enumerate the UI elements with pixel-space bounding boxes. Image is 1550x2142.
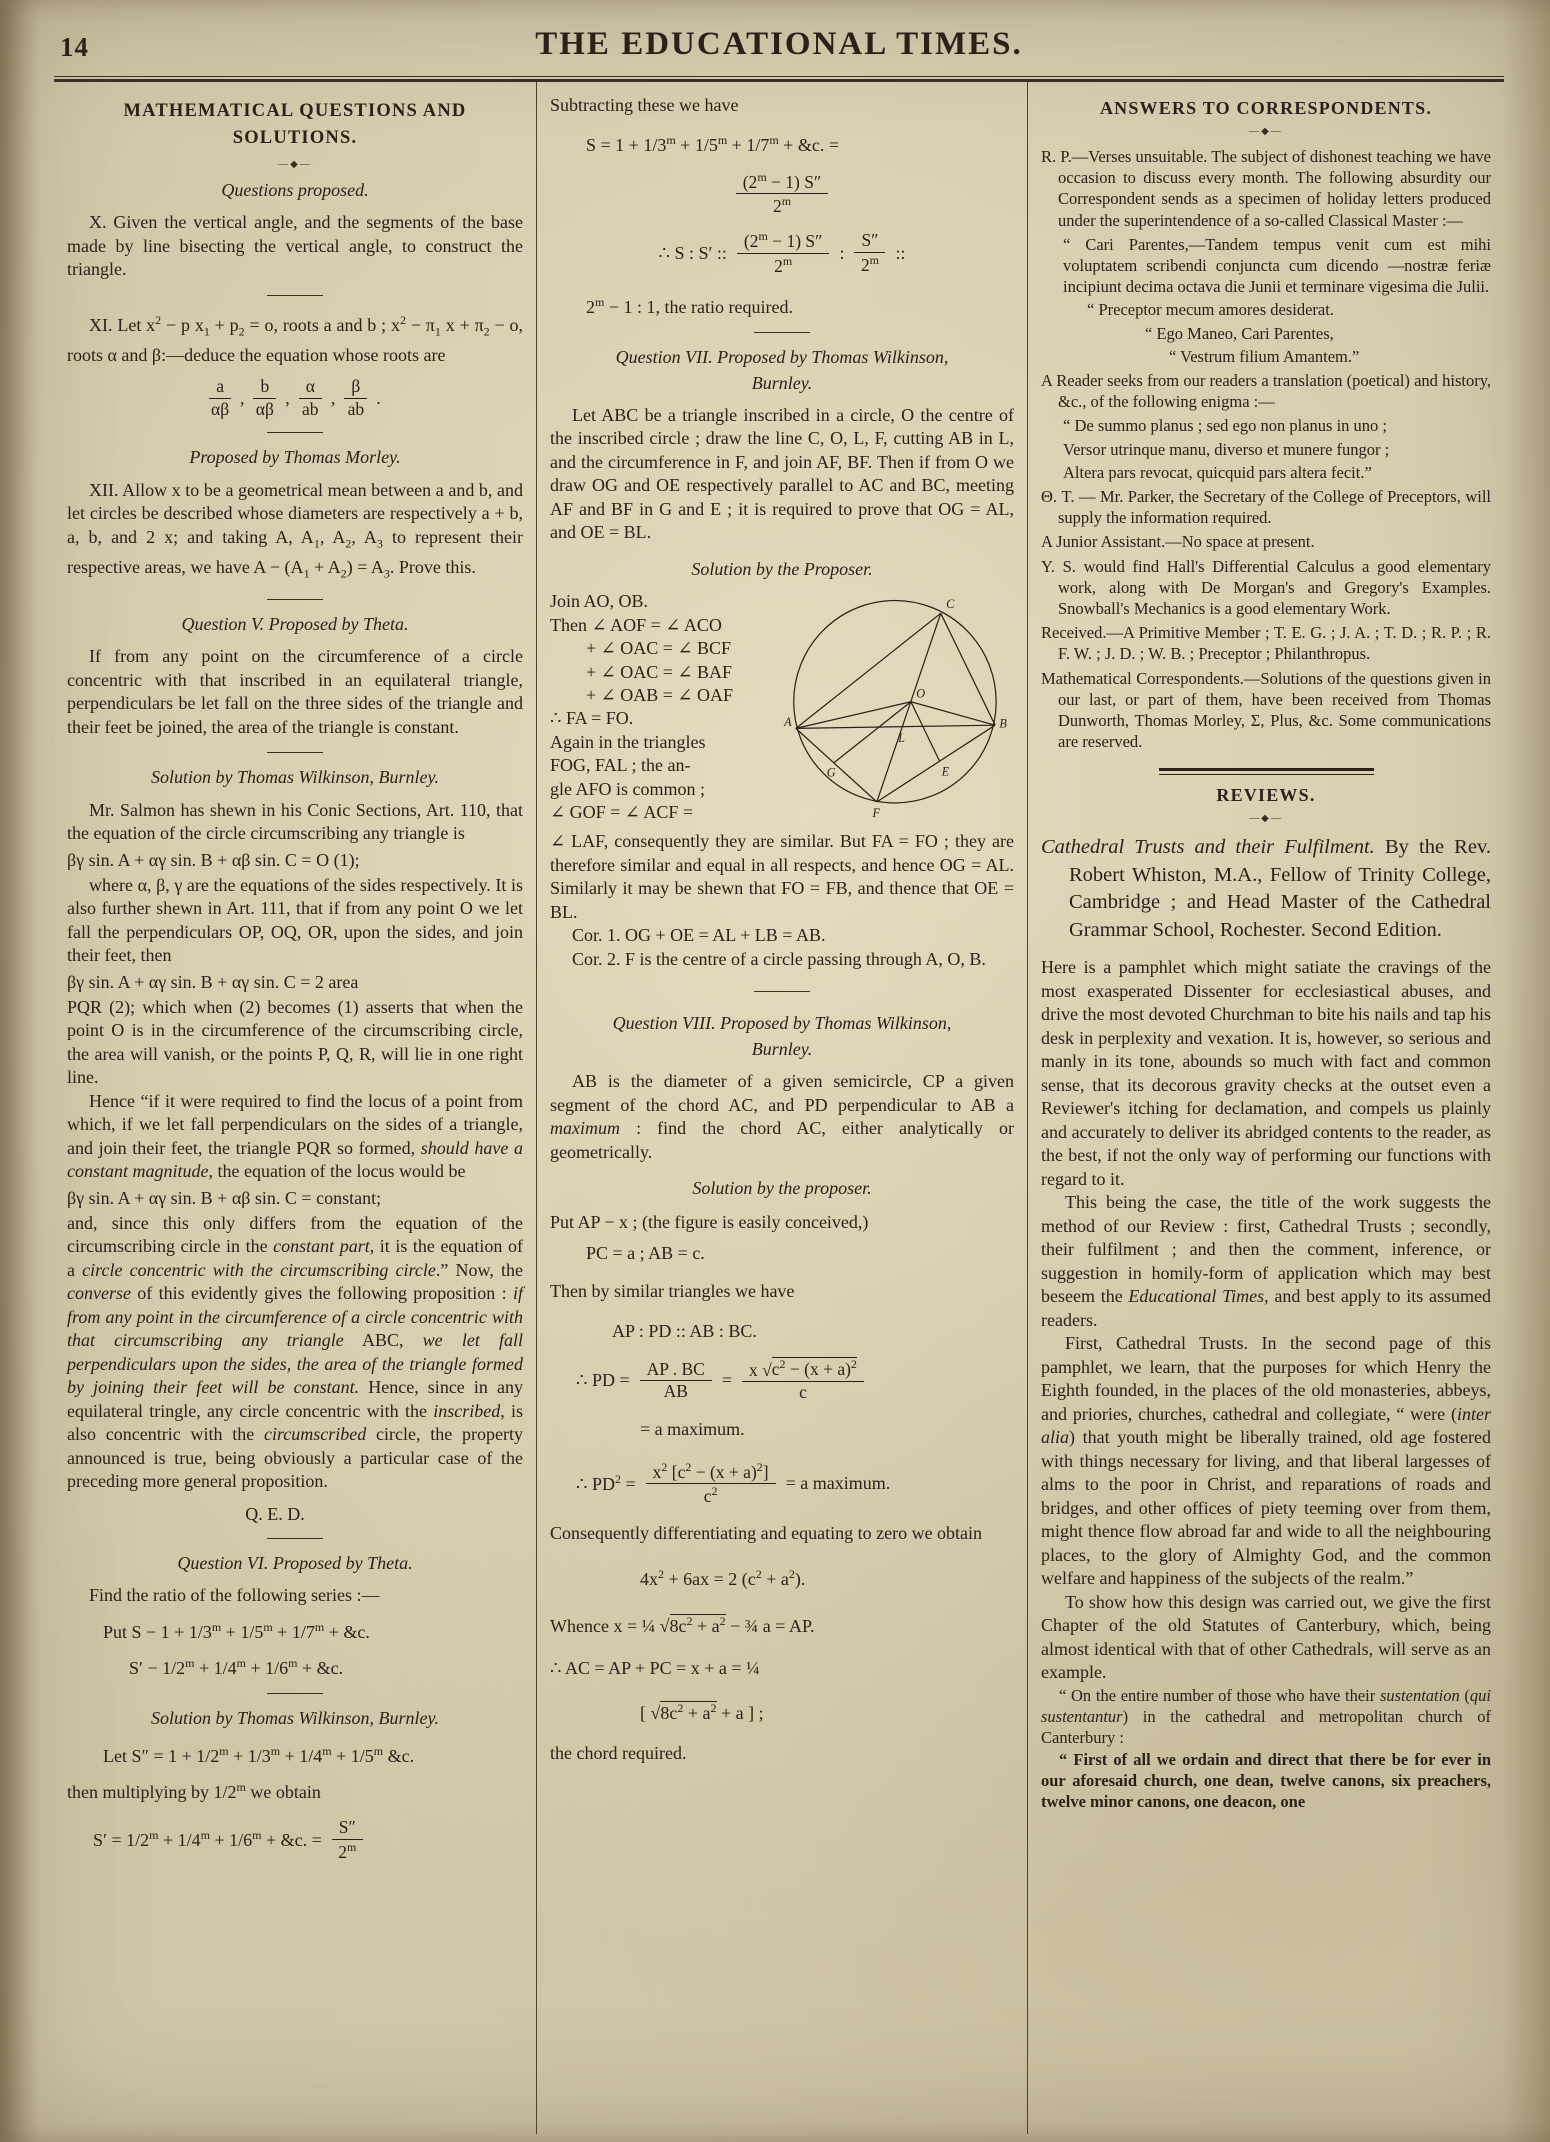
double-rule xyxy=(1159,768,1374,775)
multiply-note: then multiplying by 1/2$^m$ we obtain xyxy=(67,1779,321,1802)
ornament: —◆— xyxy=(1249,813,1283,825)
radical-bracket-line: [ $√8c^2 + a^2 + a$ ] ; xyxy=(640,1700,764,1723)
corollary-2: Cor. 2. F is the centre of a circle passing through A, O, B. xyxy=(572,948,986,969)
figure-label-a: A xyxy=(784,715,792,730)
answer-junior-assistant: A Junior Assistant.—No space at present. xyxy=(1041,532,1315,552)
fraction: $\frac{(2^m - 1) S''}{2^m}$ xyxy=(736,171,829,217)
ratio-proportion-equation xyxy=(550,230,1014,276)
question-xi: XI. Let $x^2 - p$ $x_1 + p_2 = o$, roots a and b ; $x^2 - \pi_1$ $x + \pi_2 - o$, roots α and β:—deduce the equation whose roots are xyxy=(67,312,523,365)
review-para-4: To show how this design was carried out, we give the first Chapter of the old Statutes of Canterbury, which, being almost identical with that of other Cathedrals, will serve as an example. xyxy=(1041,1591,1491,1683)
qed-label: Q. E. D. xyxy=(245,1503,305,1524)
fraction: $\frac{x √c^2 - (x + a)^2}{c}$ xyxy=(742,1359,864,1403)
latin-letter: “ Cari Parentes,—Tandem tempus venit cum est mihi voluptatem scribendi conjuncta cum dicendo —nostræ feriæ incipiunt decima octava die Junii et terminare vigesima die Julii. xyxy=(1063,234,1491,297)
question-xii: XII. Allow x to be a geometrical mean between a and b, and let circles be described whose diameters are respectively a + b, a, b, and 2 x; and taking A, $A_1$, $A_2$, $A_3$ to represent their respective areas, we have $A - (A_1 + A_2) = A_3$. Prove this. xyxy=(67,479,523,581)
proposer-morley: Proposed by Thomas Morley. xyxy=(189,447,401,468)
ac-equation: ∴ AC = AP + PC = x + a = ¼ xyxy=(550,1657,760,1678)
pd-squared-equation xyxy=(550,1461,1014,1507)
fraction: $\frac{\alpha}{ab}$ xyxy=(299,377,322,419)
comma: , xyxy=(285,387,290,408)
equation-line: ∠ GOF = ∠ ACF = xyxy=(550,802,693,823)
section-heading-answers: ANSWERS TO CORRESPONDENTS. xyxy=(1099,98,1433,118)
differentiate-note: Consequently differentiating and equating to zero we obtain xyxy=(550,1523,983,1544)
series-result-equation xyxy=(67,1818,523,1862)
enigma-line: “ De summo planus ; sed ego non planus in uno ; xyxy=(1063,416,1388,436)
answer-ys: Y. S. would find Hall's Differential Calculus a good elementary work, along with De Morgan's and Gregory's Examples. Snowball's Mechanics is a good elementary Work. xyxy=(1041,556,1491,619)
figure-label-b: B xyxy=(999,716,1007,731)
questions-proposed-label: Questions proposed. xyxy=(221,179,369,200)
figure-label-e: E xyxy=(941,764,950,779)
fraction: $\frac{\beta}{ab}$ xyxy=(344,377,367,419)
solution-vii-continuation: ∠ LAF, consequently they are similar. But FA = FO ; they are therefore similar and equal in all respects, and hence OG = AL. Similarly it may be shewn that FO = FB, and thence that OE = BL. xyxy=(550,831,1014,922)
solution-v-equation-2: βγ sin. A + αγ sin. B + αγ sin. C = 2 area xyxy=(67,971,359,992)
solution-viii-heading: Solution by the proposer. xyxy=(692,1178,872,1199)
page-number: 14 xyxy=(60,32,89,62)
period: . xyxy=(376,387,381,408)
therefore-prefix: ∴ PD = xyxy=(576,1370,630,1391)
pc-ab-line: PC = a ; AB = c. xyxy=(586,1242,705,1263)
column-math-solutions xyxy=(536,82,1028,2134)
divider xyxy=(267,432,323,433)
equation-line: ∴ FA = FO. xyxy=(550,708,634,729)
comma: , xyxy=(330,387,336,408)
divider xyxy=(267,1538,323,1539)
solution-v-para-4: Hence “if it were required to find the locus of a point from which, if we let fall perpendiculars on the sides of a triangle, and join their feet, the triangle PQR so formed, should have a constant magnitude, the equation of the locus would be xyxy=(67,1090,524,1182)
corollary-1: Cor. 1. OG + OE = AL + LB = AB. xyxy=(572,925,826,946)
proportion-line: AP : PD :: AB : BC. xyxy=(612,1320,757,1341)
therefore-prefix: ∴ $PD^2$ = xyxy=(576,1472,636,1495)
divider xyxy=(267,752,323,753)
question-xi-roots xyxy=(67,377,523,419)
chord-required-line: the chord required. xyxy=(550,1742,687,1763)
review-title: Cathedral Trusts and their Fulfilment. By the Rev. Robert Whiston, M.A., Fellow of Trinity College, Cambridge ; and Head Master of the Cathedral Grammar School, Rochester. Second Edition. xyxy=(1041,836,1491,941)
whence-x-equation: Whence x = ¼ $√8c^2 + a^2$ − ¾ a = AP. xyxy=(550,1613,815,1636)
column-math-questions xyxy=(54,82,536,2134)
section-heading-math xyxy=(67,98,523,152)
equation-line: FOG, FAL ; the an- xyxy=(550,755,691,776)
figure-label-l: L xyxy=(898,731,905,746)
question-x: X. Given the vertical angle, and the segments of the base made by line bisecting the vertical angle, to construct the triangle. xyxy=(67,212,523,280)
series-s-equation: Put $S - 1 + 1/3^m + 1/5^m + 1/7^m$ + &c. xyxy=(103,1619,370,1642)
equation-line: Again in the triangles xyxy=(550,731,706,752)
answer-reader: A Reader seeks from our readers a translation (poetical) and history, &c., of the following enigma :— xyxy=(1041,371,1491,412)
series-sum-lead: $S = 1 + 1/3^m + 1/5^m + 1/7^m$ + &c. = xyxy=(586,132,839,155)
question-vii-heading: Question VII. Proposed by Thomas Wilkinson, xyxy=(615,347,949,368)
equation-line: + ∠ OAB = ∠ OAF xyxy=(586,684,733,705)
pd-equation xyxy=(550,1359,1014,1403)
heading-line-2: SOLUTIONS. xyxy=(232,127,358,148)
divider xyxy=(754,332,810,333)
comma: , xyxy=(239,387,245,408)
similar-triangles-note: Then by similar triangles we have xyxy=(550,1280,795,1301)
fraction: $\frac{x^2 [c^2 - (x + a)^2]}{c^2}$ xyxy=(646,1461,776,1507)
answer-received: Received.—A Primitive Member ; T. E. G. ; J. A. ; T. D. ; R. P. ; R. F. W. ; J. D. ; W. B. ; Preceptor ; Philanthropus. xyxy=(1041,623,1491,664)
equation-line: Join AO, OB. xyxy=(550,591,649,612)
equation-line: Then ∠ AOF = ∠ ACO xyxy=(550,614,722,635)
question-vii-text: Let ABC be a triangle inscribed in a circle, O the centre of the inscribed circle ; draw the line C, O, L, F, cutting AB in L, and the circumference in F, and join AF, BF. Then if from O we draw OG and OE respectively parallel to AC and BC, meeting AF and BF in G and E ; it is required to prove that OG = AL, and OE = BL. xyxy=(550,404,1014,543)
fraction: $\frac{AP . BC}{AB}$ xyxy=(640,1360,712,1402)
latin-letter-line: “ Ego Maneo, Cari Parentes, xyxy=(1145,323,1334,343)
columns xyxy=(54,82,1504,2134)
solution-v-equation-3: βγ sin. A + αγ sin. B + αβ sin. C = constant; xyxy=(67,1187,382,1208)
subtracting-note: Subtracting these we have xyxy=(550,95,739,115)
divider xyxy=(267,1693,323,1694)
solution-vii-figure-block xyxy=(550,590,1014,824)
equation-line: + ∠ OAC = ∠ BAF xyxy=(586,661,732,682)
series-s-prime-equation: $S' - 1/2^m + 1/4^m + 1/6^m$ + &c. xyxy=(129,1655,344,1678)
question-vi-heading: Question VI. Proposed by Theta. xyxy=(177,1552,413,1573)
question-viii-heading-2: Burnley. xyxy=(751,1038,813,1059)
equation-line: + ∠ OAC = ∠ BCF xyxy=(586,638,731,659)
figure-label-o: O xyxy=(916,686,926,701)
solution-v-heading: Solution by Thomas Wilkinson, Burnley. xyxy=(151,767,439,788)
question-v-text: If from any point on the circumference of a circle concentric with that inscribed in an equilateral triangle, perpendiculars be let fall on the three sides of the triangle and their feet be joined, the area of the triangle is constant. xyxy=(67,646,523,737)
question-vi-text: Find the ratio of the following series :— xyxy=(89,1585,380,1606)
series-s-doubleprime-equation: Let $S'' = 1 + 1/2^m + 1/3^m + 1/4^m + 1/5^m$ &c. xyxy=(103,1743,415,1766)
solution-vi-heading: Solution by Thomas Wilkinson, Burnley. xyxy=(151,1707,439,1728)
fraction: $\frac{a}{\alpha\beta}$ xyxy=(211,376,230,419)
solution-v-para-5: and, since this only differs from the equation of the circumscribing circle in the constant part, it is the equation of a circle concentric with the circumscribing circle.” Now, the converse of this evidently gives the following proposition : if from any point in the circumference of a circle concentric with that circumscribing any triangle ABC, we let fall perpendiculars upon the sides, the area of the triangle formed by joining their feet will be constant. Hence, since in any equilateral tringle, any circle concentric with the inscribed, is also concentric with the circumscribed circle, the property announced is true, being obviously a particular case of the preceding more general proposition. xyxy=(67,1212,523,1492)
solution-v-para-2: where α, β, γ are the equations of the sides respectively. It is also further shewn in Art. 111, that if from any point O we let fall the perpendiculars OP, OQ, OR, upon the sides, and join their feet, then xyxy=(67,874,523,966)
answer-theta-t: Θ. T. — Mr. Parker, the Secretary of the College of Preceptors, will supply the information required. xyxy=(1041,487,1491,528)
review-para-2: This being the case, the title of the work suggests the method of our Review : first, Cathedral Trusts ; secondly, their fulfilment ; and then the comment, inference, or suggestion in homily-form of application which may best beseem the Educational Times, and best apply to its assumed readers. xyxy=(1041,1192,1491,1330)
column-correspondents-reviews xyxy=(1028,82,1504,2134)
therefore-prefix: ∴ S : S′ :: xyxy=(658,242,727,263)
equation-text: $S' = 1/2^m + 1/4^m + 1/6^m$ + &c. = xyxy=(93,1828,322,1851)
quadratic-equation: $4x^2 + 6ax = 2$ $(c^2 + a^2)$. xyxy=(640,1566,806,1589)
ratio-dots: :: xyxy=(895,242,906,263)
a-maximum-suffix: = a maximum. xyxy=(785,1473,891,1494)
question-viii-text: AB is the diameter of a given semicircle, CP a given segment of the chord AC, and PD perpendicular to AB a maximum : find the chord AC, either analytically or geometrically. xyxy=(550,1071,1014,1162)
question-v-heading: Question V. Proposed by Theta. xyxy=(181,613,409,634)
answer-math-correspondents: Mathematical Correspondents.—Solutions of the questions given in our last, or part of them, have been received from Thomas Dunworth, Thomas Morley, Σ, Plus, &c. Some communications are reserved. xyxy=(1041,668,1491,752)
divider xyxy=(267,295,323,296)
divider xyxy=(754,991,810,992)
question-viii-heading: Question VIII. Proposed by Thomas Wilkinson, xyxy=(612,1013,952,1034)
figure-label-c: C xyxy=(946,597,955,612)
figure-label-f: F xyxy=(872,806,881,821)
circle-diagram xyxy=(778,592,1014,820)
latin-letter-line: “ Vestrum filium Amantem.” xyxy=(1169,346,1360,366)
figure-label-g: G xyxy=(826,765,836,780)
ornament: —◆— xyxy=(1249,126,1283,137)
enigma-line: Altera pars revocat, quicquid pars altera fecit.” xyxy=(1063,462,1372,482)
solution-v-para-3: PQR (2); which when (2) becomes (1) asserts that when the point O is in the circumference of the circumscribing circle, the area will vanish, or the points P, Q, R, will lie in one right line. xyxy=(67,996,523,1088)
solution-v-equation-1: βγ sin. A + αγ sin. B + αβ sin. C = O (1); xyxy=(67,849,360,870)
latin-letter-line: “ Preceptor mecum amores desiderat. xyxy=(1087,300,1334,320)
solution-vii-heading: Solution by the Proposer. xyxy=(691,558,873,579)
question-vii-heading-2: Burnley. xyxy=(751,372,813,393)
series-sum-fraction xyxy=(550,171,1014,217)
fraction: $\frac{b}{\alpha\beta}$ xyxy=(253,377,276,419)
fraction: $\frac{S''}{2^m}$ xyxy=(332,1818,363,1862)
equation-line: gle AFO is common ; xyxy=(550,778,706,799)
review-para-6: “ First of all we ordain and direct that there be for ever in our aforesaid church, one dean, twelve canons, six preachers, twelve minor canons, one deacon, one xyxy=(1041,1749,1491,1811)
section-heading-reviews: REVIEWS. xyxy=(1216,785,1316,806)
review-para-1: Here is a pamphlet which might satiate the cravings of the most exasperated Dissenter for ecclesiastical abuses, and drive the most devoted Churchman to bite his nails and tap his desk in perplexity and vexation. It is, however, so serious and manly in its tone, abounds so much with fact and common sense, that its decorous gravity checks at the outset even a Reviewer's itching for declamation, and compels us plainly and accurately to deliver its abridged contents to the reader, as the best, if not the only way of performing our functions with regard to it. xyxy=(1041,957,1491,1189)
divider xyxy=(267,599,323,600)
page-header xyxy=(54,24,1504,72)
solution-v-para-1: Mr. Salmon has shewn in his Conic Sections, Art. 110, that the equation of the circle circumscribing any triangle is xyxy=(67,799,523,844)
answer-rp: R. P.—Verses unsuitable. The subject of dishonest teaching we have occasion to discuss every month. The following absurdity our Correspondent sends as a specimen of holiday letters produced under the superintendence of a so-called Classical Master :— xyxy=(1041,147,1491,230)
review-para-5: “ On the entire number of those who have their sustentation (qui sustentantur) in the cathedral and metropolitan church of Canterbury : xyxy=(1041,1685,1492,1748)
review-para-3: First, Cathedral Trusts. In the second page of this pamphlet, we learn, that the purposes for which Henry the Eighth founded, in the places of the old monasteries, abbeys, and priories, churches, cathedral and collegiate, “ were (inter alia) that youth might be liberally trained, old age fostered with things necessary for living, and that liberal largesses of alms to the poor in Christ, and reparations of roads and bridges, and other offices of piety teeming over from them, might thence flow abroad far and wide to all the neighbouring places, to the glory of Almighty God, and the common welfare and happiness of the subjects of the realm.” xyxy=(1041,1333,1491,1589)
ratio-colon: : xyxy=(839,242,845,263)
ratio-result: $2^m - 1$ : 1, the ratio required. xyxy=(586,295,793,318)
fraction: $\frac{S''}{2^m}$ xyxy=(854,231,885,275)
heading-line-1: MATHEMATICAL QUESTIONS AND xyxy=(123,101,467,121)
ornament: —◆— xyxy=(278,158,312,170)
page-title: THE EDUCATIONAL TIMES. xyxy=(535,26,1023,62)
enigma-line: Versor utrinque manu, diverso et munere fungor ; xyxy=(1063,439,1390,459)
fraction: $\frac{(2^m - 1) S''}{2^m}$ xyxy=(737,230,830,276)
equals-sign: = xyxy=(721,1370,732,1391)
a-maximum-line: = a maximum. xyxy=(640,1418,745,1439)
put-ap-line: Put AP − x ; (the figure is easily conceived,) xyxy=(550,1211,869,1232)
